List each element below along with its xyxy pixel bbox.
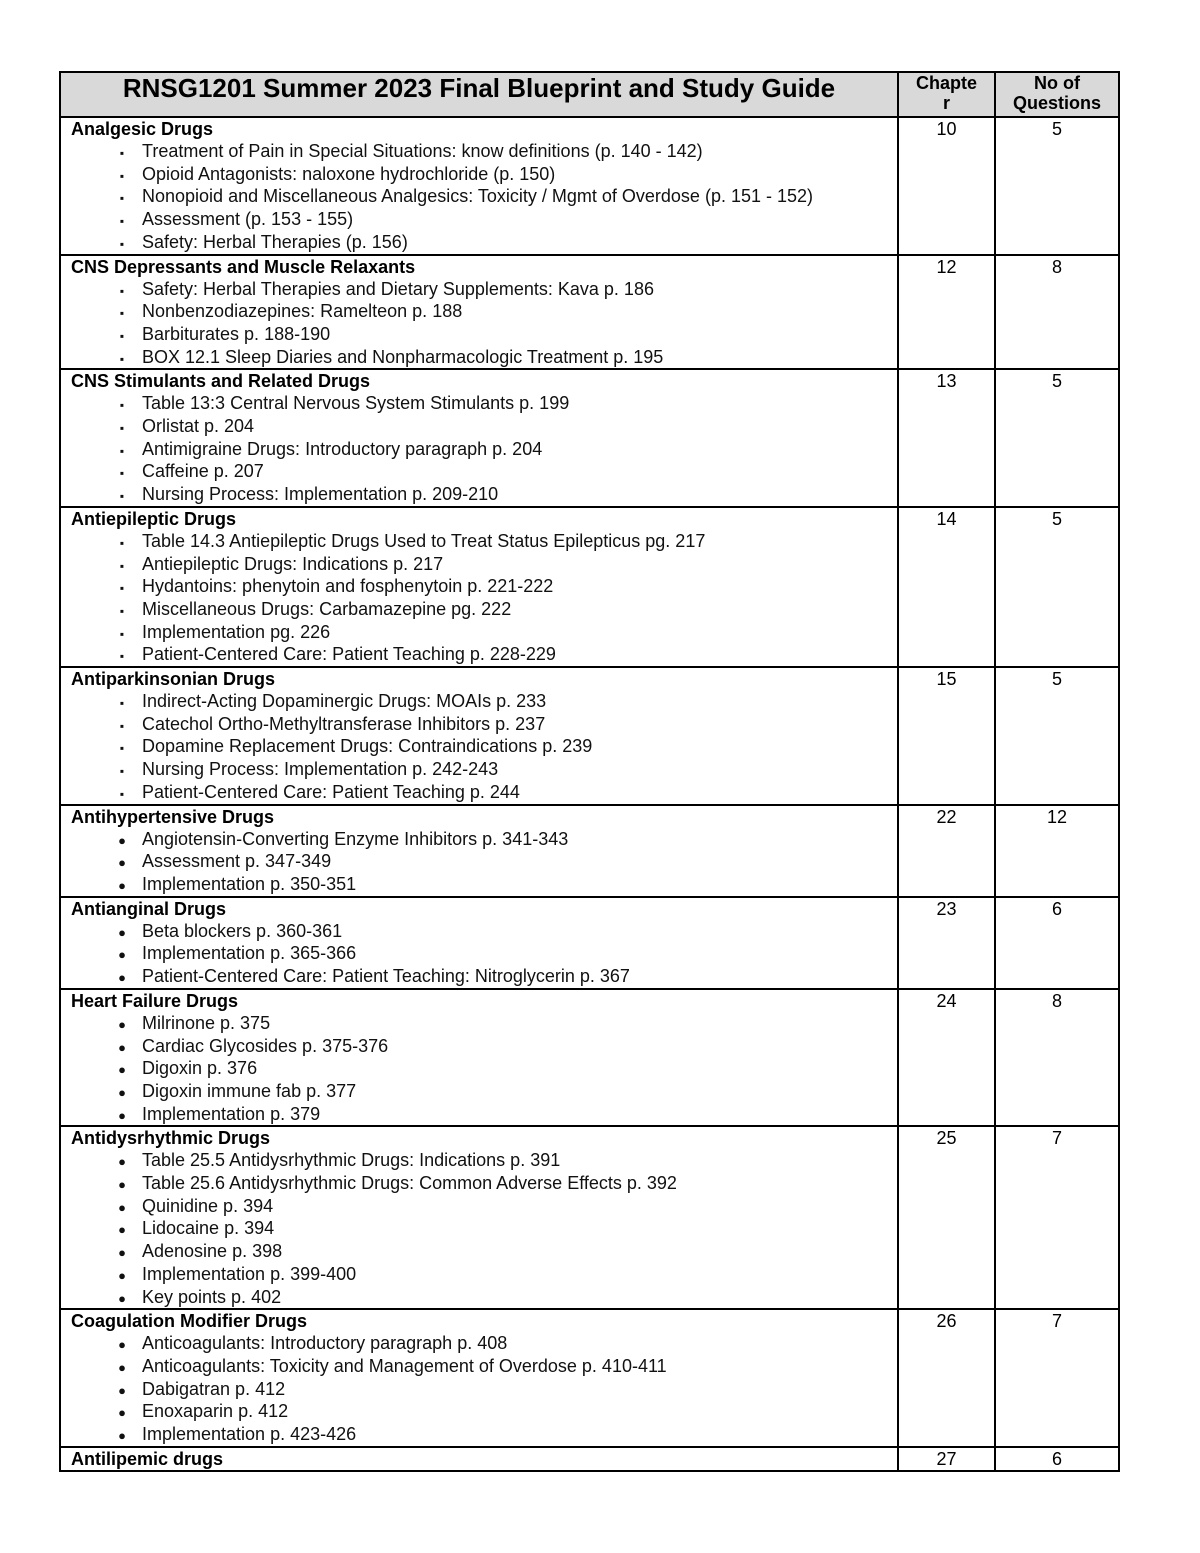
square-bullet-icon	[116, 231, 128, 256]
list-item	[61, 920, 897, 943]
round-bullet-icon	[116, 1035, 128, 1060]
list-item	[61, 1378, 897, 1401]
list-item-text: Safety: Herbal Therapies (p. 156)	[142, 231, 408, 252]
section-row	[60, 255, 1119, 370]
list-item	[61, 643, 897, 666]
questions-header-line1: No of	[1034, 73, 1080, 93]
question-count: 7	[995, 1309, 1119, 1447]
list-item	[61, 690, 897, 713]
list-item-text: Implementation p. 399-400	[142, 1263, 357, 1284]
list-item-text: Miscellaneous Drugs: Carbamazepine pg. 222	[142, 598, 512, 619]
round-bullet-icon	[116, 1080, 128, 1105]
round-bullet-icon	[116, 1286, 128, 1311]
chapter-header-line1: Chapte	[915, 73, 977, 93]
round-bullet-icon	[116, 1217, 128, 1242]
topic-list	[61, 1012, 897, 1126]
list-item	[61, 185, 897, 208]
chapter-number: 12	[898, 255, 995, 370]
round-bullet-icon	[116, 1103, 128, 1128]
list-item	[61, 1355, 897, 1378]
list-item-text: Nonopioid and Miscellaneous Analgesics: Toxicity / Mgmt of Overdose (p. 151 - 152)	[142, 186, 814, 207]
section-row	[60, 667, 1119, 805]
round-bullet-icon	[116, 1263, 128, 1288]
blueprint-table	[59, 71, 1120, 1472]
section-title: Antiparkinsonian Drugs	[71, 669, 276, 690]
list-item	[61, 942, 897, 965]
section-row	[60, 1309, 1119, 1447]
list-item	[61, 781, 897, 804]
list-item	[61, 415, 897, 438]
section-title: CNS Stimulants and Related Drugs	[71, 371, 371, 392]
section-title: Coagulation Modifier Drugs	[71, 1311, 307, 1332]
list-item-text: Anticoagulants: Introductory paragraph p. 408	[142, 1333, 508, 1354]
list-item-text: Barbiturates p. 188-190	[142, 323, 331, 344]
list-item	[61, 1057, 897, 1080]
list-item	[61, 828, 897, 851]
chapter-number: 14	[898, 507, 995, 667]
list-item-text: Antiepileptic Drugs: Indications p. 217	[142, 553, 444, 574]
list-item	[61, 483, 897, 506]
list-item	[61, 140, 897, 163]
chapter-number: 24	[898, 989, 995, 1127]
square-bullet-icon	[116, 438, 128, 463]
list-item-text: Milrinone p. 375	[142, 1012, 271, 1033]
round-bullet-icon	[116, 1332, 128, 1357]
question-count: 8	[995, 989, 1119, 1127]
chapter-number: 25	[898, 1126, 995, 1309]
square-bullet-icon	[116, 483, 128, 508]
square-bullet-icon	[116, 392, 128, 417]
list-item-text: Table 25.5 Antidysrhythmic Drugs: Indications p. 391	[142, 1150, 561, 1171]
list-item	[61, 530, 897, 553]
list-item-text: Dabigatran p. 412	[142, 1378, 286, 1399]
square-bullet-icon	[116, 163, 128, 188]
list-item	[61, 1217, 897, 1240]
round-bullet-icon	[116, 1195, 128, 1220]
list-item-text: Digoxin p. 376	[142, 1058, 258, 1079]
question-count: 5	[995, 507, 1119, 667]
list-item-text: Patient-Centered Care: Patient Teaching p. 244	[142, 781, 520, 802]
list-item	[61, 1400, 897, 1423]
question-count: 5	[995, 117, 1119, 255]
square-bullet-icon	[116, 735, 128, 760]
header-row	[60, 72, 1119, 117]
topic-list	[61, 920, 897, 988]
list-item-text: Catechol Ortho-Methyltransferase Inhibitors p. 237	[142, 713, 546, 734]
list-item	[61, 553, 897, 576]
square-bullet-icon	[116, 690, 128, 715]
round-bullet-icon	[116, 942, 128, 967]
list-item-text: Patient-Centered Care: Patient Teaching: Nitroglycerin p. 367	[142, 966, 630, 987]
chapter-number: 22	[898, 805, 995, 897]
list-item	[61, 758, 897, 781]
list-item	[61, 1035, 897, 1058]
list-item	[61, 965, 897, 988]
topic-list	[61, 530, 897, 666]
square-bullet-icon	[116, 781, 128, 806]
topic-list	[61, 140, 897, 254]
list-item-text: Orlistat p. 204	[142, 416, 255, 437]
square-bullet-icon	[116, 415, 128, 440]
section-topics-cell	[60, 117, 898, 255]
square-bullet-icon	[116, 185, 128, 210]
list-item	[61, 278, 897, 301]
section-row	[60, 1447, 1119, 1471]
square-bullet-icon	[116, 621, 128, 646]
list-item-text: Beta blockers p. 360-361	[142, 920, 343, 941]
question-count: 8	[995, 255, 1119, 370]
list-item	[61, 460, 897, 483]
round-bullet-icon	[116, 1057, 128, 1082]
list-item-text: Antimigraine Drugs: Introductory paragraph p. 204	[142, 438, 543, 459]
section-row	[60, 1126, 1119, 1309]
list-item-text: Assessment (p. 153 - 155)	[142, 209, 354, 230]
list-item	[61, 1080, 897, 1103]
square-bullet-icon	[116, 758, 128, 783]
round-bullet-icon	[116, 1355, 128, 1380]
section-title: CNS Depressants and Muscle Relaxants	[71, 256, 416, 277]
topic-list	[61, 828, 897, 896]
questions-column-header	[995, 72, 1119, 117]
topic-list	[61, 690, 897, 804]
section-topics-cell	[60, 1126, 898, 1309]
list-item-text: Enoxaparin p. 412	[142, 1401, 289, 1422]
list-item	[61, 1263, 897, 1286]
question-count: 6	[995, 897, 1119, 989]
square-bullet-icon	[116, 208, 128, 233]
list-item-text: Angiotensin-Converting Enzyme Inhibitors p. 341-343	[142, 828, 569, 849]
square-bullet-icon	[116, 530, 128, 555]
section-topics-cell	[60, 805, 898, 897]
list-item-text: Adenosine p. 398	[142, 1241, 283, 1262]
square-bullet-icon	[116, 278, 128, 303]
sections-body	[60, 117, 1119, 1471]
round-bullet-icon	[116, 1378, 128, 1403]
list-item	[61, 1103, 897, 1126]
section-topics-cell	[60, 507, 898, 667]
section-row	[60, 897, 1119, 989]
chapter-number: 15	[898, 667, 995, 805]
section-row	[60, 805, 1119, 897]
list-item	[61, 713, 897, 736]
round-bullet-icon	[116, 920, 128, 945]
list-item-text: Nursing Process: Implementation p. 209-210	[142, 484, 499, 505]
chapter-column-header	[898, 72, 995, 117]
chapter-header-line2: r	[942, 93, 950, 113]
list-item	[61, 735, 897, 758]
round-bullet-icon	[116, 965, 128, 990]
list-item	[61, 323, 897, 346]
square-bullet-icon	[116, 140, 128, 165]
list-item-text: Anticoagulants: Toxicity and Management of Overdose p. 410-411	[142, 1355, 667, 1376]
square-bullet-icon	[116, 553, 128, 578]
section-title: Analgesic Drugs	[71, 119, 214, 139]
list-item-text: Key points p. 402	[142, 1286, 282, 1307]
questions-header-line2: Questions	[1012, 93, 1101, 113]
list-item	[61, 873, 897, 896]
section-title: Antihypertensive Drugs	[71, 806, 275, 827]
round-bullet-icon	[116, 828, 128, 853]
square-bullet-icon	[116, 346, 128, 371]
list-item-text: Indirect-Acting Dopaminergic Drugs: MOAIs p. 233	[142, 691, 547, 712]
list-item	[61, 438, 897, 461]
list-item-text: Cardiac Glycosides p. 375-376	[142, 1035, 389, 1056]
chapter-number: 23	[898, 897, 995, 989]
list-item-text: Table 14.3 Antiepileptic Drugs Used to Treat Status Epilepticus pg. 217	[142, 530, 706, 551]
section-topics-cell	[60, 1447, 898, 1471]
square-bullet-icon	[116, 460, 128, 485]
section-title: Antidysrhythmic Drugs	[71, 1128, 271, 1149]
list-item	[61, 1332, 897, 1355]
list-item	[61, 1423, 897, 1446]
chapter-number: 27	[898, 1447, 995, 1471]
list-item-text: Implementation p. 350-351	[142, 873, 357, 894]
list-item	[61, 1172, 897, 1195]
list-item-text: Assessment p. 347-349	[142, 851, 332, 872]
question-count: 5	[995, 369, 1119, 507]
round-bullet-icon	[116, 873, 128, 898]
list-item-text: Nursing Process: Implementation p. 242-243	[142, 759, 499, 780]
round-bullet-icon	[116, 1149, 128, 1174]
round-bullet-icon	[116, 1423, 128, 1448]
list-item	[61, 163, 897, 186]
square-bullet-icon	[116, 323, 128, 348]
list-item-text: Opioid Antagonists: naloxone hydrochloride (p. 150)	[142, 163, 556, 184]
list-item-text: Lidocaine p. 394	[142, 1218, 275, 1239]
list-item-text: Nonbenzodiazepines: Ramelteon p. 188	[142, 301, 463, 322]
list-item-text: Implementation p. 423-426	[142, 1424, 357, 1445]
list-item	[61, 575, 897, 598]
section-title: Heart Failure Drugs	[71, 990, 239, 1011]
section-topics-cell	[60, 897, 898, 989]
document-title: RNSG1201 Summer 2023 Final Blueprint and Study Guide	[60, 72, 898, 117]
list-item-text: Caffeine p. 207	[142, 461, 264, 482]
section-row	[60, 989, 1119, 1127]
list-item	[61, 598, 897, 621]
round-bullet-icon	[116, 850, 128, 875]
round-bullet-icon	[116, 1400, 128, 1425]
square-bullet-icon	[116, 643, 128, 668]
round-bullet-icon	[116, 1172, 128, 1197]
list-item-text: Implementation p. 379	[142, 1103, 321, 1124]
question-count: 6	[995, 1447, 1119, 1471]
list-item	[61, 1149, 897, 1172]
question-count: 12	[995, 805, 1119, 897]
list-item-text: Table 25.6 Antidysrhythmic Drugs: Common Adverse Effects p. 392	[142, 1173, 677, 1194]
list-item-text: BOX 12.1 Sleep Diaries and Nonpharmacologic Treatment p. 195	[142, 346, 664, 367]
topic-list	[61, 392, 897, 506]
list-item-text: Safety: Herbal Therapies and Dietary Supplements: Kava p. 186	[142, 278, 654, 299]
list-item-text: Dopamine Replacement Drugs: Contraindications p. 239	[142, 736, 593, 757]
square-bullet-icon	[116, 598, 128, 623]
list-item-text: Implementation pg. 226	[142, 621, 331, 642]
section-title: Antiepileptic Drugs	[71, 508, 237, 529]
chapter-number: 26	[898, 1309, 995, 1447]
section-topics-cell	[60, 667, 898, 805]
section-row	[60, 117, 1119, 255]
list-item	[61, 621, 897, 644]
list-item	[61, 1012, 897, 1035]
chapter-number: 10	[898, 117, 995, 255]
list-item-text: Treatment of Pain in Special Situations: know definitions (p. 140 - 142)	[142, 141, 703, 161]
list-item-text: Table 13:3 Central Nervous System Stimulants p. 199	[142, 393, 570, 414]
list-item-text: Hydantoins: phenytoin and fosphenytoin p. 221-222	[142, 576, 554, 597]
topic-list	[61, 1332, 897, 1446]
list-item	[61, 346, 897, 369]
square-bullet-icon	[116, 713, 128, 738]
list-item	[61, 1286, 897, 1309]
list-item	[61, 1240, 897, 1263]
question-count: 5	[995, 667, 1119, 805]
section-row	[60, 507, 1119, 667]
section-row	[60, 369, 1119, 507]
list-item	[61, 300, 897, 323]
round-bullet-icon	[116, 1012, 128, 1037]
list-item	[61, 1195, 897, 1218]
section-title: Antianginal Drugs	[71, 898, 227, 919]
round-bullet-icon	[116, 1240, 128, 1265]
list-item-text: Digoxin immune fab p. 377	[142, 1080, 357, 1101]
section-topics-cell	[60, 255, 898, 370]
section-topics-cell	[60, 1309, 898, 1447]
section-topics-cell	[60, 989, 898, 1127]
list-item	[61, 850, 897, 873]
list-item-text: Implementation p. 365-366	[142, 943, 357, 964]
list-item	[61, 392, 897, 415]
question-count: 7	[995, 1126, 1119, 1309]
section-topics-cell	[60, 369, 898, 507]
list-item	[61, 208, 897, 231]
list-item-text: Patient-Centered Care: Patient Teaching p. 228-229	[142, 644, 556, 665]
square-bullet-icon	[116, 575, 128, 600]
list-item	[61, 231, 897, 254]
chapter-number: 13	[898, 369, 995, 507]
topic-list	[61, 1149, 897, 1308]
list-item-text: Quinidine p. 394	[142, 1195, 274, 1216]
square-bullet-icon	[116, 300, 128, 325]
section-title: Antilipemic drugs	[71, 1448, 224, 1469]
topic-list	[61, 278, 897, 369]
